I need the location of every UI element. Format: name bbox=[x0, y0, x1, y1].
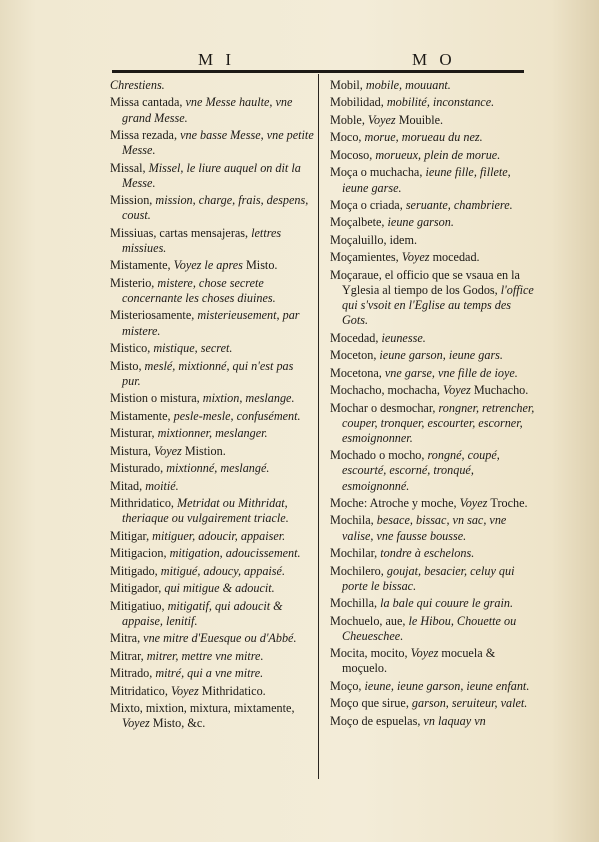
entry-tail: Muchacho. bbox=[473, 383, 529, 398]
entry-fr: tondre à eschelons. bbox=[380, 546, 475, 561]
entry-fr: mixtion, meslange. bbox=[202, 391, 295, 406]
dictionary-entry bbox=[330, 130, 540, 145]
dictionary-entry bbox=[110, 341, 315, 356]
entry-fr: Chrestiens. bbox=[110, 78, 165, 92]
entry-fr: mission, charge, frais, despens, coust. bbox=[122, 193, 309, 223]
entry-head: Mochilla, bbox=[330, 596, 381, 611]
entry-fr: mistere, chose secrete concernante les choses diuines. bbox=[122, 275, 276, 305]
dictionary-entry bbox=[110, 444, 315, 459]
entry-fr: morue, morueau du nez. bbox=[364, 130, 483, 145]
entry-fr: misterieusement, par mistere. bbox=[122, 308, 300, 338]
right-column bbox=[330, 78, 540, 731]
dictionary-entry bbox=[330, 646, 540, 676]
dictionary-entry bbox=[110, 226, 315, 256]
entry-head: Mistico, bbox=[110, 341, 154, 356]
dictionary-entry bbox=[330, 513, 540, 543]
dictionary-entry bbox=[330, 198, 540, 213]
dictionary-entry bbox=[330, 696, 540, 711]
entry-fr: la bale qui couure le grain. bbox=[380, 596, 514, 611]
entry-fr: Voyez bbox=[410, 646, 442, 661]
entry-tail: Mistion. bbox=[184, 443, 226, 458]
dictionary-entry bbox=[110, 161, 315, 191]
entry-fr: vne mitre d'Euesque ou d'Abbé. bbox=[143, 631, 297, 646]
entry-head: Mocedad, bbox=[330, 330, 382, 345]
entry-head: Mocetona, bbox=[330, 365, 385, 380]
entry-fr: vne basse Messe, vne petite Messe. bbox=[122, 128, 314, 158]
entry-head: Mochar o desmochar, bbox=[330, 400, 439, 415]
entry-head: Mixto, mixtion, mixtura, mixtamente, bbox=[110, 701, 295, 716]
dictionary-entry bbox=[330, 714, 540, 729]
dictionary-entry bbox=[110, 426, 315, 441]
entry-head: Mistamente, bbox=[110, 408, 174, 423]
entry-tail: Troche. bbox=[490, 495, 528, 510]
entry-head: Mitrar, bbox=[110, 648, 147, 663]
entry-fr: pesle-mesle, confusément. bbox=[173, 408, 301, 423]
header-right: M O bbox=[412, 50, 456, 69]
dictionary-entry bbox=[110, 78, 315, 93]
entry-head: Mochilar, bbox=[330, 546, 381, 561]
entry-head: Moche: Atroche y moche, bbox=[330, 495, 460, 510]
dictionary-entry bbox=[110, 479, 315, 494]
entry-fr: Voyez le apres bbox=[173, 258, 246, 273]
dictionary-entry bbox=[330, 250, 540, 265]
entry-head: Mocoso, bbox=[330, 147, 376, 162]
entry-head: Missal, bbox=[110, 160, 149, 175]
entry-fr: morueux, plein de morue. bbox=[375, 147, 501, 162]
entry-head: Moçaluillo, idem. bbox=[330, 232, 417, 247]
entry-head: Mitra, bbox=[110, 631, 144, 646]
entry-head: Moçamientes, bbox=[330, 250, 402, 265]
dictionary-entry bbox=[330, 165, 540, 195]
entry-fr: meslé, mixtionné, qui n'est pas pur. bbox=[122, 358, 294, 388]
entry-head: Missa cantada, bbox=[110, 95, 186, 110]
entry-fr: ieune garson. bbox=[387, 215, 454, 230]
entry-head: Mitigado, bbox=[110, 563, 161, 578]
entry-head: Mochila, bbox=[330, 513, 377, 528]
entry-head: Mobil, bbox=[330, 78, 366, 92]
entry-head: Mochuelo, aue, bbox=[330, 613, 409, 628]
dictionary-entry bbox=[110, 258, 315, 273]
dictionary-entry bbox=[110, 666, 315, 681]
entry-fr: mixtionné, meslangé. bbox=[166, 461, 270, 476]
entry-head: Moço que sirue, bbox=[330, 696, 412, 711]
entry-fr: Voyez bbox=[170, 683, 202, 698]
entry-fr: Voyez bbox=[443, 383, 474, 398]
dictionary-entry bbox=[110, 193, 315, 223]
entry-head: Moço, bbox=[330, 678, 365, 693]
entry-head: Mission, bbox=[110, 193, 156, 208]
entry-fr: qui mitigue & adoucit. bbox=[164, 581, 275, 596]
entry-fr: mistique, secret. bbox=[153, 341, 233, 356]
entry-head: Mitigatiuo, bbox=[110, 598, 168, 613]
entry-head: Moco, bbox=[330, 130, 365, 145]
entry-head: Misturar, bbox=[110, 426, 158, 441]
dictionary-entry bbox=[330, 268, 540, 328]
dictionary-entry bbox=[330, 95, 540, 110]
entry-fr: l'office qui s'vsoit en l'Eglise au temps des Gots. bbox=[342, 283, 534, 328]
dictionary-entry bbox=[330, 614, 540, 644]
dictionary-entry bbox=[110, 95, 315, 125]
dictionary-entry bbox=[330, 78, 540, 93]
entry-tail: Misto. bbox=[245, 258, 278, 273]
entry-fr: ieune garson, ieune gars. bbox=[379, 348, 503, 363]
entry-head: Mitridatico, bbox=[110, 683, 171, 698]
entry-fr: Voyez bbox=[459, 495, 491, 510]
dictionary-entry bbox=[330, 113, 540, 128]
entry-fr: lettres missiues. bbox=[122, 225, 282, 255]
entry-fr: mobilité, inconstance. bbox=[386, 95, 495, 110]
entry-fr: rongner, retrencher, couper, tronquer, escourter, escorner, esmoignonner. bbox=[342, 400, 535, 445]
entry-fr: Metridat ou Mithridat, theriaque ou vulgairement triacle. bbox=[122, 495, 289, 526]
dictionary-entry bbox=[330, 215, 540, 230]
entry-head: Mochado o mocho, bbox=[330, 448, 428, 463]
dictionary-entry bbox=[330, 148, 540, 163]
dictionary-entry bbox=[110, 631, 315, 646]
entry-fr: mixtionner, meslanger. bbox=[157, 426, 268, 441]
entry-fr: vne Messe haulte, vne grand Messe. bbox=[122, 95, 293, 125]
entry-fr: ieune fille, fillete, ieune garse. bbox=[342, 165, 511, 195]
dictionary-entry bbox=[330, 331, 540, 346]
entry-head: Moça o criada, bbox=[330, 198, 406, 212]
entry-fr: mitigatif, qui adoucit & appaise, lenitif. bbox=[122, 598, 283, 628]
dictionary-entry bbox=[330, 348, 540, 363]
entry-fr: Voyez bbox=[154, 443, 185, 458]
dictionary-entry bbox=[330, 496, 540, 511]
entry-fr: garson, seruiteur, valet. bbox=[411, 696, 528, 711]
dictionary-entry bbox=[110, 546, 315, 561]
header-rule bbox=[112, 70, 524, 73]
entry-head: Missa rezada, bbox=[110, 128, 181, 143]
entry-head: Mocita, mocito, bbox=[330, 646, 411, 661]
entry-head: Mitigacion, bbox=[110, 546, 170, 561]
entry-fr: vn laquay vn bbox=[423, 713, 486, 728]
dictionary-entry bbox=[110, 409, 315, 424]
entry-tail: Mouible. bbox=[398, 112, 444, 127]
entry-head: Moçalbete, bbox=[330, 215, 388, 230]
entry-fr: ieune, ieune garson, ieune enfant. bbox=[364, 678, 530, 693]
entry-fr: goujat, besacier, celuy qui porte le bissac. bbox=[342, 563, 515, 593]
entry-head: Misterio, bbox=[110, 275, 158, 290]
dictionary-entry bbox=[110, 308, 315, 338]
dictionary-entry bbox=[110, 529, 315, 544]
entry-fr: Voyez bbox=[122, 716, 153, 731]
entry-fr: mitrer, mettre vne mitre. bbox=[146, 648, 264, 663]
entry-fr: besace, bissac, vn sac, vne valise, vne fausse bousse. bbox=[342, 513, 507, 543]
entry-head: Moço de espuelas, bbox=[330, 713, 424, 728]
entry-head: Mitrado, bbox=[110, 666, 156, 681]
entry-fr: ieunesse. bbox=[381, 330, 426, 345]
dictionary-entry bbox=[330, 448, 540, 493]
left-column bbox=[110, 78, 315, 734]
entry-tail: Misto, &c. bbox=[152, 716, 206, 731]
entry-fr: mitré, qui a vne mitre. bbox=[155, 666, 264, 681]
column-divider bbox=[318, 74, 319, 779]
entry-head: Mochacho, mochacha, bbox=[330, 383, 444, 398]
dictionary-entry bbox=[110, 359, 315, 389]
entry-fr: mitiguer, adoucir, appaiser. bbox=[152, 528, 286, 543]
entry-fr: Missel, le liure auquel on dit la Messe. bbox=[122, 160, 301, 190]
entry-fr: moitié. bbox=[145, 478, 179, 493]
entry-fr: vne garse, vne fille de ioye. bbox=[384, 365, 518, 380]
entry-head: Moçaraue, el officio que se vsaua en la Yglesia al tiempo de los Godos, bbox=[330, 267, 520, 298]
dictionary-entry bbox=[110, 276, 315, 306]
entry-fr: mitigué, adoucy, appaisé. bbox=[160, 563, 286, 578]
header-left: M I bbox=[198, 50, 236, 69]
entry-head: Mitigar, bbox=[110, 528, 153, 543]
dictionary-entry bbox=[110, 599, 315, 629]
dictionary-entry bbox=[330, 564, 540, 594]
entry-fr: seruante, chambriere. bbox=[405, 198, 513, 212]
dictionary-entry bbox=[110, 581, 315, 596]
dictionary-entry bbox=[330, 383, 540, 398]
entry-head: Moça o muchacha, bbox=[330, 165, 426, 180]
dictionary-entry bbox=[110, 564, 315, 579]
entry-fr: mitigation, adoucissement. bbox=[169, 546, 301, 561]
entry-head: Mitigador, bbox=[110, 581, 165, 596]
entry-fr: mobile, mouuant. bbox=[365, 78, 451, 92]
dictionary-entry bbox=[110, 461, 315, 476]
entry-head: Mistamente, bbox=[110, 258, 174, 273]
dictionary-entry bbox=[110, 684, 315, 699]
entry-head: Misto, bbox=[110, 358, 145, 373]
entry-head: Mitad, bbox=[110, 478, 146, 493]
entry-tail: Mithridatico. bbox=[201, 683, 266, 698]
dictionary-entry bbox=[330, 401, 540, 446]
dictionary-entry bbox=[110, 128, 315, 158]
entry-head: Mobilidad, bbox=[330, 95, 387, 110]
entry-head: Mithridatico, bbox=[110, 495, 178, 510]
entry-fr: rongné, coupé, escourté, escorné, tronqué, esmoignonné. bbox=[342, 448, 500, 493]
entry-head: Misturado, bbox=[110, 461, 167, 476]
dictionary-entry bbox=[330, 366, 540, 381]
dictionary-entry bbox=[330, 596, 540, 611]
entry-head: Mochilero, bbox=[330, 563, 387, 578]
dictionary-entry bbox=[330, 546, 540, 561]
entry-fr: le Hibou, Chouette ou Cheueschee. bbox=[342, 613, 517, 643]
entry-head: Moble, bbox=[330, 112, 368, 127]
entry-head: Moceton, bbox=[330, 348, 380, 363]
dictionary-entry bbox=[110, 649, 315, 664]
entry-tail: mocuela & moçuelo. bbox=[342, 646, 496, 676]
entry-fr: Voyez bbox=[401, 250, 433, 265]
entry-tail: mocedad. bbox=[432, 250, 480, 265]
entry-head: Missiuas, cartas mensajeras, bbox=[110, 225, 252, 240]
entry-fr: Voyez bbox=[367, 112, 399, 127]
dictionary-entry bbox=[110, 391, 315, 406]
dictionary-entry bbox=[110, 701, 315, 731]
entry-head: Mistura, bbox=[110, 443, 155, 458]
entry-head: Mistion o mistura, bbox=[110, 391, 203, 406]
running-header bbox=[112, 50, 522, 70]
entry-head: Misteriosamente, bbox=[110, 308, 198, 323]
dictionary-entry bbox=[110, 496, 315, 526]
dictionary-entry bbox=[330, 233, 540, 248]
dictionary-entry bbox=[330, 679, 540, 694]
